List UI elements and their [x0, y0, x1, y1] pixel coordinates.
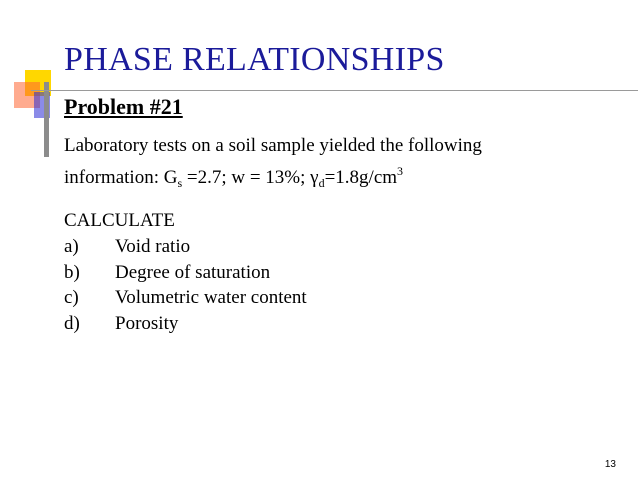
gamma-symbol: γ: [310, 167, 319, 188]
gs-subscript: s: [177, 176, 183, 190]
intro-line-2: [64, 159, 403, 195]
intro-prefix: information: G: [64, 167, 178, 188]
cube-superscript: 3: [397, 164, 404, 178]
calculate-label: CALCULATE: [64, 210, 175, 231]
list-marker: b): [64, 262, 80, 283]
intro-line-1: Laboratory tests on a soil sample yielded the following: [64, 135, 482, 156]
list-item-text: Volumetric water content: [115, 287, 307, 308]
list-item: [64, 261, 270, 285]
list-marker: c): [64, 287, 79, 308]
intro-values: =2.7; w = 13%;: [182, 167, 311, 188]
page-number: 13: [604, 459, 616, 470]
gamma-subscript: d: [318, 176, 325, 190]
list-item: [64, 286, 307, 310]
list-marker: a): [64, 236, 79, 257]
list-item-text: Void ratio: [115, 236, 191, 257]
title-divider-line: [31, 90, 638, 91]
list-item: [64, 235, 190, 259]
slide-title: PHASE RELATIONSHIPS: [64, 41, 445, 78]
list-item: [64, 312, 178, 336]
list-item-text: Degree of saturation: [115, 262, 271, 283]
list-marker: d): [64, 313, 80, 334]
decor-vertical-bar: [44, 82, 49, 157]
density-value: =1.8g/cm: [324, 167, 398, 188]
problem-heading: Problem #21: [64, 94, 183, 119]
list-item-text: Porosity: [115, 313, 179, 334]
